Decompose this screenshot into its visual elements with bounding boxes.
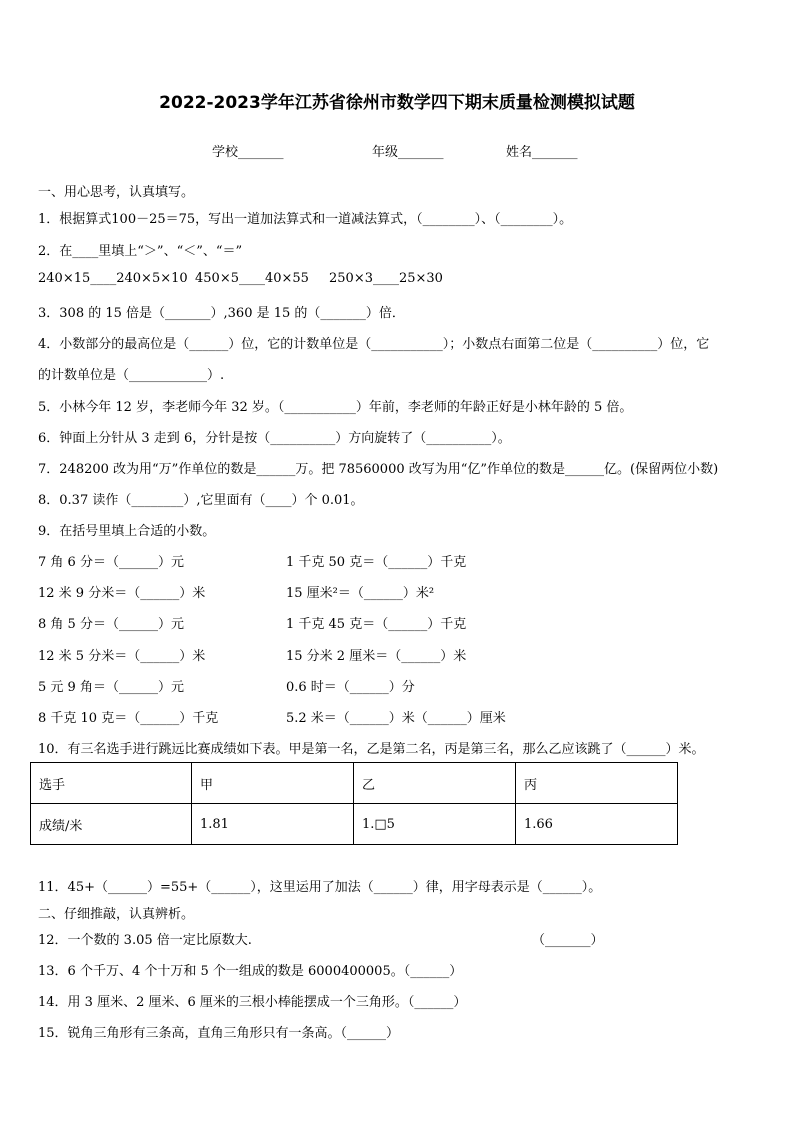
q9-right-item: 15 分米 2 厘米＝（______）米 <box>286 649 467 664</box>
question-6: 6．钟面上分针从 3 走到 6，分针是按（__________）方向旋转了（__________）。 <box>38 431 511 446</box>
q9-left-item: 8 千克 10 克＝（______）千克 <box>38 711 219 726</box>
question-2: 2．在____里填上“＞”、“＜”、“＝” <box>38 244 243 259</box>
table-row <box>31 763 678 804</box>
q9-left-item: 12 米 5 分米＝（______）米 <box>38 649 206 664</box>
question-12-blank: （_______） <box>532 933 604 948</box>
question-4-line-1: 4．小数部分的最高位是（______）位，它的计数单位是（___________）；小数点右面第二位是（__________）位，它 <box>38 337 710 352</box>
table-cell: 选手 <box>31 763 192 804</box>
q9-right-item: 0.6 时＝（______）分 <box>286 680 415 695</box>
question-2-item-2: 450×5____40×55 <box>195 271 309 286</box>
question-7: 7．248200 改为用“万”作单位的数是______万。把 78560000 改写为用“亿”作单位的数是______亿。(保留两位小数) <box>38 462 719 477</box>
question-10: 10．有三名选手进行跳远比赛成绩如下表。甲是第一名，乙是第二名，丙是第三名，那么乙应该跳了（______）米。 <box>38 742 705 757</box>
question-2-item-3: 250×3____25×30 <box>329 271 443 286</box>
q9-right-item: 5.2 米＝（______）米（______）厘米 <box>286 711 506 726</box>
q9-left-item: 7 角 6 分＝（______）元 <box>38 555 184 570</box>
table-row <box>31 804 678 845</box>
table-cell: 1.66 <box>516 804 678 845</box>
q9-right-item: 15 厘米²＝（______）米² <box>286 586 435 601</box>
name-field: 姓名_______ <box>506 145 578 160</box>
question-8: 8．0.37 读作（________）,它里面有（____）个 0.01。 <box>38 493 364 508</box>
table-cell: 甲 <box>192 763 354 804</box>
question-11: 11．45+（______）=55+（______），这里运用了加法（______）律，用字母表示是（______）。 <box>38 880 602 895</box>
table-cell: 丙 <box>516 763 678 804</box>
question-4-line-2: 的计数单位是（____________）. <box>38 368 225 383</box>
table-cell: 乙 <box>354 763 516 804</box>
q9-right-item: 1 千克 50 克＝（______）千克 <box>286 555 467 570</box>
grade-field: 年级_______ <box>372 145 444 160</box>
question-13: 13．6 个千万、4 个十万和 5 个一组成的数是 6000400005。（______） <box>38 964 463 979</box>
question-2-item-1: 240×15____240×5×10 <box>38 271 188 286</box>
school-field: 学校_______ <box>212 145 284 160</box>
page-title: 2022-2023学年江苏省徐州市数学四下期末质量检测模拟试题 <box>159 93 635 113</box>
question-9: 9．在括号里填上合适的小数。 <box>38 524 216 539</box>
table-cell: 成绩/米 <box>31 804 192 845</box>
question-3: 3．308 的 15 倍是（_______）,360 是 15 的（_______）倍． <box>38 306 405 321</box>
question-15: 15．锐角三角形有三条高，直角三角形只有一条高。（______） <box>38 1026 400 1041</box>
section-1-heading: 一、用心思考，认真填写。 <box>38 185 195 200</box>
table-cell: 1.□5 <box>354 804 516 845</box>
q9-left-item: 5 元 9 角＝（______）元 <box>38 680 184 695</box>
question-1: 1．根据算式100－25＝75，写出一道加法算式和一道减法算式，（________）、（________）。 <box>38 212 573 227</box>
q9-right-item: 1 千克 45 克＝（______）千克 <box>286 617 467 632</box>
question-5: 5．小林今年 12 岁，李老师今年 32 岁。（___________）年前，李老师的年龄正好是小林年龄的 5 倍。 <box>38 400 633 415</box>
question-14: 14．用 3 厘米、2 厘米、6 厘米的三根小棒能摆成一个三角形。（______） <box>38 995 467 1010</box>
q9-left-item: 12 米 9 分米＝（______）米 <box>38 586 206 601</box>
table-cell: 1.81 <box>192 804 354 845</box>
q9-left-item: 8 角 5 分＝（______）元 <box>38 617 184 632</box>
question-12: 12．一个数的 3.05 倍一定比原数大. <box>38 933 252 948</box>
score-table <box>30 762 678 845</box>
section-2-heading: 二、仔细推敲，认真辨析。 <box>38 907 195 922</box>
